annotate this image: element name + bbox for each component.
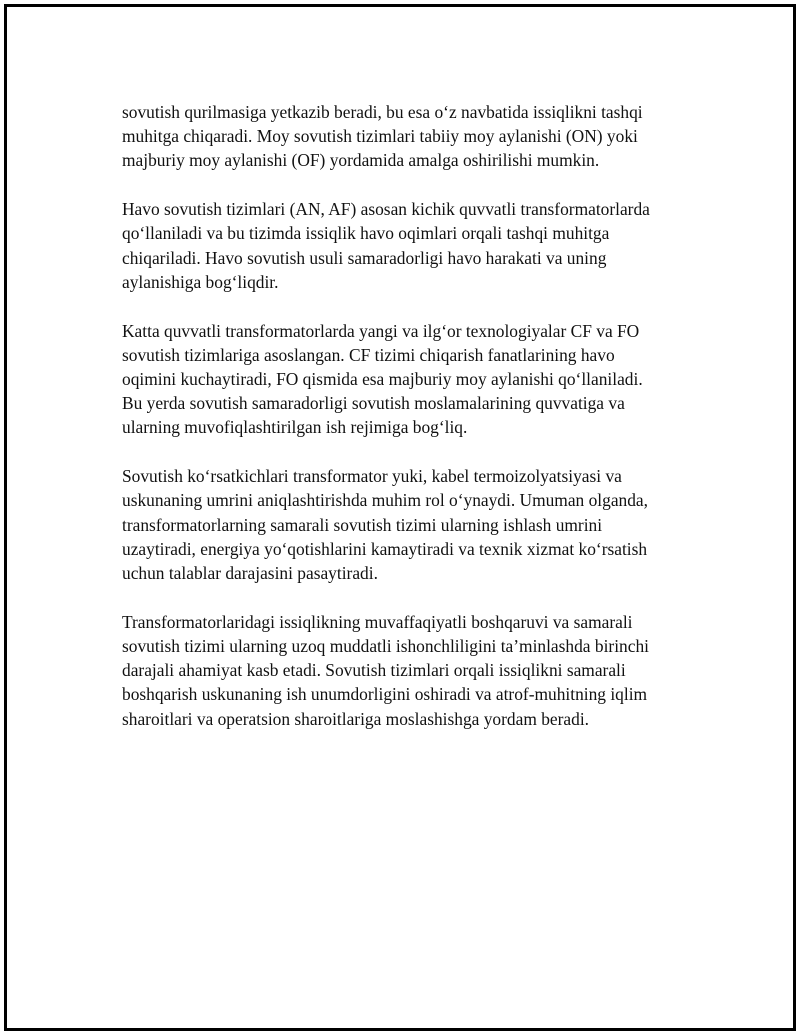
text-line: sharoitlari va operatsion sharoitlariga moslashishga yordam beradi. [122,708,589,729]
text-line: Sovutish ko‘rsatkichlari transformator yuki, kabel termoizolyatsiyasi va [122,466,622,487]
text-line: oqimini kuchaytiradi, FO qismida esa majburiy moy aylanishi qo‘llaniladi. [122,369,643,390]
paragraph-4 [122,464,702,585]
text-line: uzaytiradi, energiya yo‘qotishlarini kamaytiradi va texnik xizmat ko‘rsatish [122,538,648,559]
text-line: chiqariladi. Havo sovutish usuli samaradorligi havo harakati va uning [122,247,607,268]
page-frame [4,4,796,1031]
document-body [122,100,702,755]
text-line: ularning muvofiqlashtirilgan ish rejimiga bog‘liq. [122,417,468,438]
text-line: sovutish tizimi ularning uzoq muddatli ishonchliligini ta’minlashda birinchi [122,636,649,657]
text-line: majburiy moy aylanishi (OF) yordamida amalga oshirilishi mumkin. [122,150,600,171]
paragraph-2 [122,197,702,294]
text-line: transformatorlarning samarali sovutish tizimi ularning ishlash umrini [122,514,603,535]
text-line: Havo sovutish tizimlari (AN, AF) asosan kichik quvvatli transformatorlarda [122,199,650,220]
text-line: uskunaning umrini aniqlashtirishda muhim rol o‘ynaydi. Umuman olganda, [122,490,648,511]
text-line: sovutish tizimlariga asoslangan. CF tizimi chiqarish fanatlarining havo [122,344,615,365]
text-line: Katta quvvatli transformatorlarda yangi va ilg‘or texnologiyalar CF va FO [122,320,640,341]
text-line: boshqarish uskunaning ish unumdorligini oshiradi va atrof-muhitning iqlim [122,684,648,705]
paragraph-1 [122,100,702,173]
text-line: darajali ahamiyat kasb etadi. Sovutish tizimlari orqali issiqlikni samarali [122,660,626,681]
text-line: uchun talablar darajasini pasaytiradi. [122,563,378,584]
text-line: qo‘llaniladi va bu tizimda issiqlik havo oqimlari orqali tashqi muhitga [122,223,610,244]
text-line: aylanishiga bog‘liqdir. [122,271,279,292]
text-line: Transformatorlaridagi issiqlikning muvaffaqiyatli boshqaruvi va samarali [122,611,633,632]
paragraph-3 [122,319,702,440]
text-line: sovutish qurilmasiga yetkazib beradi, bu esa o‘z navbatida issiqlikni tashqi [122,102,643,122]
text-line: muhitga chiqaradi. Moy sovutish tizimlari tabiiy moy aylanishi (ON) yoki [122,126,638,147]
text-line: Bu yerda sovutish samaradorligi sovutish moslamalarining quvvatiga va [122,393,625,414]
paragraph-5 [122,610,702,731]
